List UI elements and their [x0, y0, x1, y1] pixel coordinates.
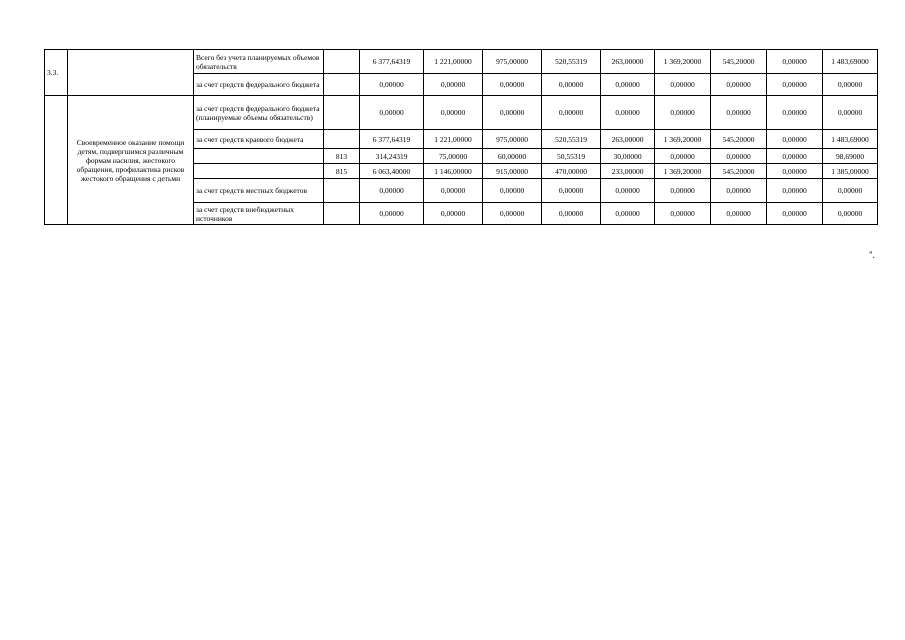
amount-cell: 0,00000 [823, 74, 878, 96]
amount-cell: 0,00000 [655, 74, 711, 96]
row-index: 3.3. [45, 50, 68, 96]
amount-cell: 0,00000 [655, 96, 711, 130]
amount-cell: 975,00000 [483, 50, 542, 74]
amount-cell: 0,00000 [601, 179, 655, 203]
funding-source [194, 149, 324, 164]
index-empty [45, 96, 68, 225]
amount-cell: 0,00000 [711, 149, 767, 164]
amount-cell: 1 483,69000 [823, 130, 878, 149]
amount-cell: 6 377,64319 [360, 50, 424, 74]
event-description: Своевременное оказание помощи детям, подвергшимся различным формам насилия, жестокого обращения, профилактика рисков жестокого обращения с детьми [68, 96, 194, 225]
budget-code [324, 50, 360, 74]
funding-source: за счет средств краевого бюджета [194, 130, 324, 149]
amount-cell: 6 063,40000 [360, 164, 424, 179]
amount-cell: 50,55319 [542, 149, 601, 164]
amount-cell: 60,00000 [483, 149, 542, 164]
amount-cell: 470,00000 [542, 164, 601, 179]
amount-cell: 975,00000 [483, 130, 542, 149]
amount-cell: 0,00000 [711, 74, 767, 96]
amount-cell: 1 385,00000 [823, 164, 878, 179]
amount-cell: 0,00000 [542, 74, 601, 96]
table-row [45, 50, 878, 74]
amount-cell: 520,55319 [542, 130, 601, 149]
amount-cell: 545,20000 [711, 50, 767, 74]
amount-cell: 520,55319 [542, 50, 601, 74]
description-empty [68, 50, 194, 96]
amount-cell: 0,00000 [767, 203, 823, 225]
amount-cell: 0,00000 [542, 179, 601, 203]
budget-code [324, 96, 360, 130]
amount-cell: 0,00000 [823, 96, 878, 130]
funding-source: Всего без учета планируемых объемов обязательств [194, 50, 324, 74]
amount-cell: 1 369,20000 [655, 130, 711, 149]
amount-cell: 0,00000 [601, 203, 655, 225]
amount-cell: 0,00000 [483, 74, 542, 96]
amount-cell: 0,00000 [655, 149, 711, 164]
amount-cell: 0,00000 [711, 96, 767, 130]
amount-cell: 545,20000 [711, 130, 767, 149]
amount-cell: 0,00000 [483, 96, 542, 130]
amount-cell: 0,00000 [767, 149, 823, 164]
amount-cell: 915,00000 [483, 164, 542, 179]
amount-cell: 0,00000 [483, 179, 542, 203]
amount-cell: 0,00000 [823, 203, 878, 225]
amount-cell: 1 369,20000 [655, 50, 711, 74]
amount-cell: 1 369,20000 [655, 164, 711, 179]
amount-cell: 0,00000 [360, 179, 424, 203]
amount-cell: 0,00000 [424, 179, 483, 203]
amount-cell: 0,00000 [767, 164, 823, 179]
funding-source: за счет средств внебюджетных источников [194, 203, 324, 225]
budget-code [324, 130, 360, 149]
amount-cell: 0,00000 [767, 179, 823, 203]
budget-table [44, 49, 878, 225]
amount-cell: 0,00000 [424, 96, 483, 130]
funding-source: за счет средств федерального бюджета (планируемые объемы обязательств) [194, 96, 324, 130]
amount-cell: 75,00000 [424, 149, 483, 164]
funding-source [194, 164, 324, 179]
amount-cell: 0,00000 [601, 96, 655, 130]
amount-cell: 263,00000 [601, 50, 655, 74]
funding-source: за счет средств местных бюджетов [194, 179, 324, 203]
amount-cell: 1 221,00000 [424, 50, 483, 74]
amount-cell: 0,00000 [360, 203, 424, 225]
table-row [45, 96, 878, 130]
amount-cell: 0,00000 [711, 179, 767, 203]
budget-code [324, 179, 360, 203]
amount-cell: 314,24319 [360, 149, 424, 164]
amount-cell: 0,00000 [767, 130, 823, 149]
budget-code: 813 [324, 149, 360, 164]
budget-code [324, 203, 360, 225]
amount-cell: 6 377,64319 [360, 130, 424, 149]
amount-cell: 233,00000 [601, 164, 655, 179]
amount-cell: 0,00000 [823, 179, 878, 203]
amount-cell: 0,00000 [483, 203, 542, 225]
amount-cell: 0,00000 [424, 203, 483, 225]
amount-cell: 263,00000 [601, 130, 655, 149]
amount-cell: 0,00000 [542, 203, 601, 225]
amount-cell: 0,00000 [767, 96, 823, 130]
corner-mark: ". [869, 250, 875, 260]
amount-cell: 0,00000 [360, 74, 424, 96]
amount-cell: 0,00000 [360, 96, 424, 130]
amount-cell: 0,00000 [767, 50, 823, 74]
amount-cell: 0,00000 [424, 74, 483, 96]
amount-cell: 0,00000 [542, 96, 601, 130]
funding-source: за счет средств федерального бюджета [194, 74, 324, 96]
budget-table-body [45, 50, 878, 225]
amount-cell: 0,00000 [655, 179, 711, 203]
amount-cell: 98,69000 [823, 149, 878, 164]
budget-code: 815 [324, 164, 360, 179]
amount-cell: 1 483,69000 [823, 50, 878, 74]
amount-cell: 1 146,00000 [424, 164, 483, 179]
amount-cell: 0,00000 [655, 203, 711, 225]
amount-cell: 0,00000 [767, 74, 823, 96]
amount-cell: 30,00000 [601, 149, 655, 164]
amount-cell: 1 221,00000 [424, 130, 483, 149]
amount-cell: 0,00000 [711, 203, 767, 225]
budget-code [324, 74, 360, 96]
amount-cell: 0,00000 [601, 74, 655, 96]
amount-cell: 545,20000 [711, 164, 767, 179]
